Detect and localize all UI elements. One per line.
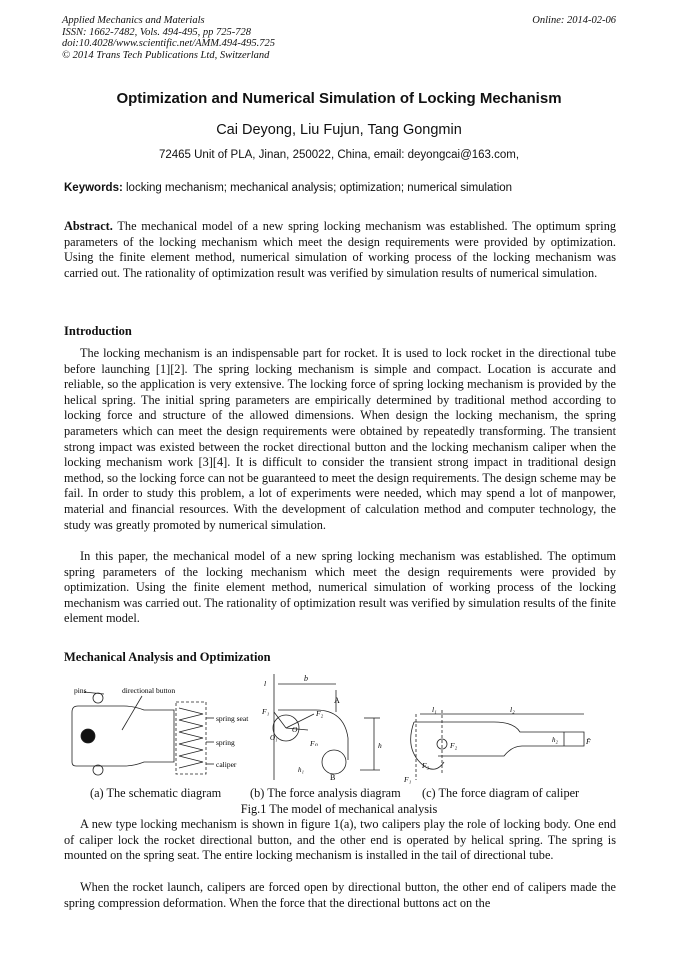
label-l1: l₁ <box>432 705 437 714</box>
caption-b: (b) The force analysis diagram <box>250 786 401 800</box>
label-force-f2: F₂ <box>316 709 324 718</box>
label-caliper: caliper <box>216 760 237 769</box>
label-caliper-f1: F₁ <box>404 775 412 784</box>
keywords-label: Keywords: <box>64 182 123 194</box>
label-spring-seat: spring seat <box>216 714 249 723</box>
keywords-text: locking mechanism; mechanical analysis; optimization; numerical simulation <box>126 182 513 194</box>
authors: Cai Deyong, Liu Fujun, Tang Gongmin <box>216 122 462 138</box>
label-O1: O₁ <box>270 734 278 742</box>
label-force-f1: F₁ <box>262 707 270 716</box>
abstract-label: Abstract. <box>64 219 113 233</box>
abstract <box>64 219 616 281</box>
figure-1 <box>64 670 616 788</box>
label-B: B <box>330 773 336 782</box>
label-h1: h₁ <box>298 766 304 774</box>
label-l: l <box>264 679 267 688</box>
label-h2: h₂ <box>552 736 558 744</box>
label-A: A <box>334 696 340 705</box>
caption-c: (c) The force diagram of caliper <box>422 786 580 800</box>
journal-header <box>62 15 275 61</box>
label-spring: spring <box>216 738 235 747</box>
issn: ISSN: 1662-7482, Vols. 494-495, pp 725-728 <box>62 26 251 38</box>
label-force-fn: Fₙ <box>310 739 318 748</box>
affiliation: 72465 Unit of PLA, Jinan, 250022, China, email: deyongcai@163.com, <box>158 149 520 161</box>
journal-name: Applied Mechanics and Materials <box>62 15 205 26</box>
label-O: O <box>292 725 298 734</box>
label-l2: l₂ <box>510 705 515 714</box>
section-heading-mechanical: Mechanical Analysis and Optimization <box>64 650 271 664</box>
keywords <box>64 182 616 194</box>
abstract-text: The mechanical model of a new spring locking mechanism was established. The optimum spring parameters of the locking mechanism which meet the design requirements were provided by optimization. Using the finite element method, numerical simulation of working process of the locking mechanism was carried out. The rationality of optimization result was verified by simulation results of numerical simulation. <box>64 219 616 280</box>
caption-a: (a) The schematic diagram <box>90 786 222 800</box>
figure-1a-schematic <box>72 692 214 775</box>
copyright: © 2014 Trans Tech Publications Ltd, Switzerland <box>62 49 270 61</box>
mech-paragraph-2: When the rocket launch, calipers are forced open by directional button, the other end of calipers made the spring compression deformation. When the force that the directional buttons act on the <box>64 880 616 910</box>
label-b: b <box>304 674 308 683</box>
intro-paragraph-2: In this paper, the mechanical model of a new spring locking mechanism was established. The optimum spring parameters of the locking mechanism which meet the design requirements were provided by optimization. Using the finite element method, numerical simulation of working process of the locking mechanism was carried out. The rationality of optimization result was verified by simulation results of the finite element model. <box>64 549 616 626</box>
label-pins: pins <box>74 686 87 695</box>
online-date: Online: 2014-02-06 <box>532 15 616 26</box>
section-heading-introduction: Introduction <box>64 324 132 338</box>
mech-paragraph-1: A new type locking mechanism is shown in figure 1(a), two calipers play the role of locking body. One end of caliper lock the rocket directional button, and the other end is operated by helical spring. The spring is mounted on the spring seat. The entire locking mechanism is installed in the tail of directional tube. <box>64 817 616 863</box>
label-caliper-fe: F̂ <box>586 737 591 746</box>
label-h: h <box>378 741 382 750</box>
label-caliper-f3: F₃ <box>422 761 430 770</box>
paper-title: Optimization and Numerical Simulation of Locking Mechanism <box>116 90 562 107</box>
figure-title: Fig.1 The model of mechanical analysis <box>240 802 438 816</box>
intro-paragraph-1: The locking mechanism is an indispensable part for rocket. It is used to lock rocket in the directional tube before launching [1][2]. The spring locking mechanism is simple and compact. Location is accurate and reliable, so the application is very extensive. The locking force of spring locking mechanism is provided by the helical spring. The initial spring parameters are empirically determined by traditional method according to locking force and structure of the allowed dimensions. When design the locking mechanism, the spring parameters which can meet the design requirements were obtained by repeatedly transforming. The transient strong impact was existed between the rocket directional button and the locking mechanism caliper when the locking mechanism work [3][4]. It is difficult to consider the transient strong impact in traditional design method, so the locking force can not be guaranteed to meet the design requirements. The design scheme may be fail. In order to study this problem, a lot of experiments were needed, which may spend a lot of manpower, material and financial resources. With the development of calculation method and computer technology, the study was greatly promoted by numerical simulation. <box>64 346 616 532</box>
label-caliper-f2: F₂ <box>450 741 458 750</box>
figure-1b-force-diagram <box>273 674 380 780</box>
doi: doi:10.4028/www.scientific.net/AMM.494-495.725 <box>62 38 275 49</box>
label-directional-button: directional button <box>122 686 176 695</box>
figure-1c-caliper-diagram <box>411 710 584 780</box>
